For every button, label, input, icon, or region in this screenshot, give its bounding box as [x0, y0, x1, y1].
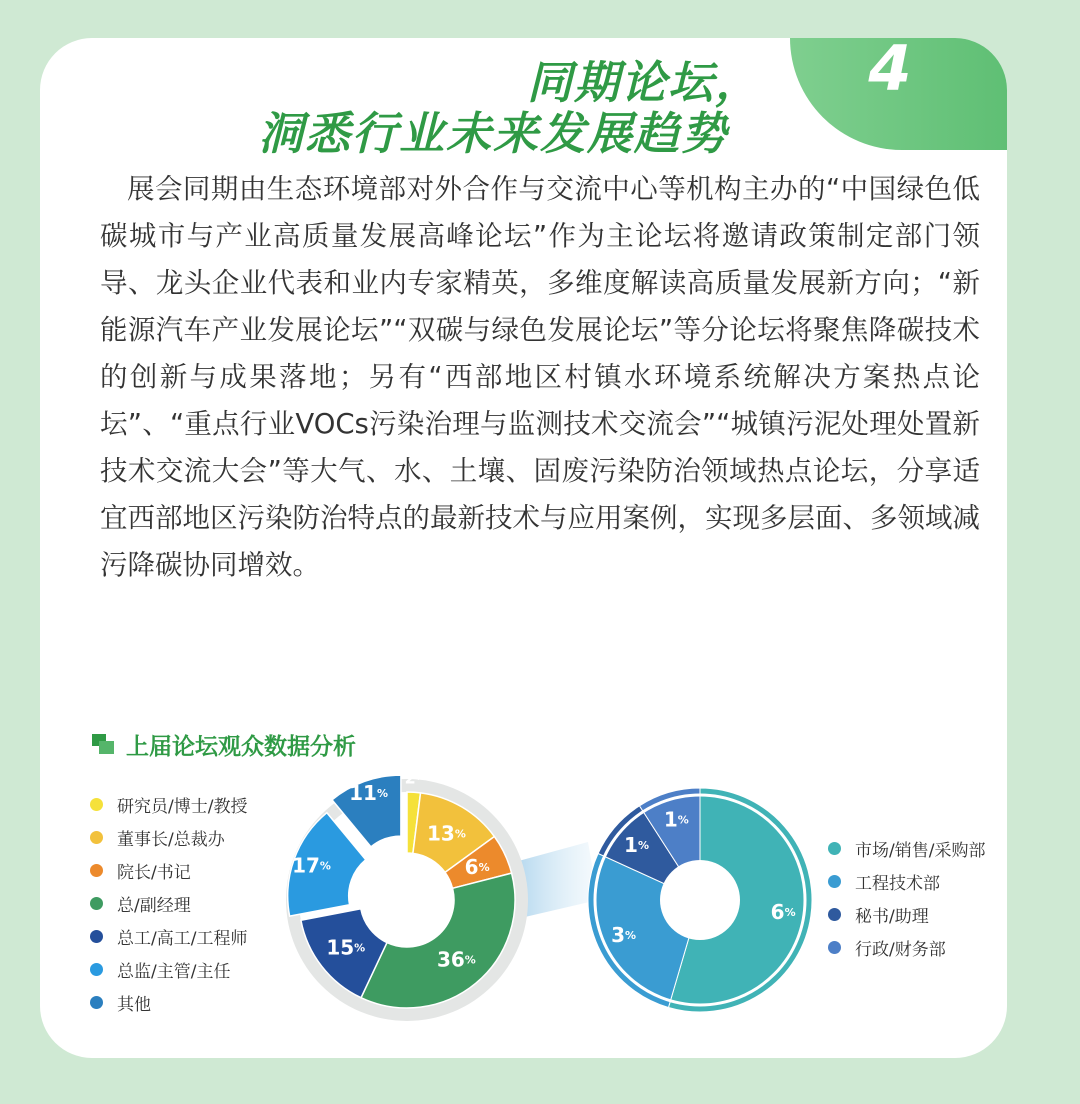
- other-breakdown-pie-chart: [588, 788, 812, 1012]
- body-paragraph: 展会同期由生态环境部对外合作与交流中心等机构主办的“中国绿色低碳城市与产业高质量发展高峰论坛”作为主论坛将邀请政策制定部门领导、龙头企业代表和业内专家精英，多维度解读高质量发展新方向；“新能源汽车产业发展论坛”“双碳与绿色发展论坛”等分论坛将聚焦降碳技术的创新与成果落地；另有“西部地区村镇水环境系统解决方案热点论坛”、“重点行业VOCs污染治理与监测技术交流会”“城镇污泥处理处置新技术交流大会”等大气、水、土壤、固废污染防治领域热点论坛，分享适宜西部地区污染防治特点的最新技术与应用案例，实现多层面、多领域减污降碳协同增效。: [100, 173, 980, 581]
- donut-slice-label: 36%: [436, 947, 476, 972]
- donut-slice-label: 11%: [349, 781, 388, 806]
- pie-center-total: 11%: [678, 887, 722, 913]
- audience-legend-label: 总监/主管/主任: [117, 962, 231, 982]
- audience-legend-label: 董事长/总裁办: [117, 830, 225, 850]
- pie-slice-label: 3%: [611, 922, 637, 947]
- pie-slice-label: 1%: [663, 807, 689, 832]
- other-legend-label: 行政/财务部: [855, 940, 946, 960]
- donut-slice-label: 2%: [404, 768, 425, 788]
- headline-line-2: 洞悉行业未来发展趋势: [258, 107, 729, 160]
- other-legend-label: 秘书/助理: [855, 907, 929, 927]
- stats-heading: 上届论坛观众数据分析: [126, 734, 356, 760]
- audience-legend-label: 其他: [117, 995, 151, 1015]
- other-legend-label: 工程技术部: [855, 874, 940, 894]
- other-legend-label: 市场/销售/采购部: [855, 841, 986, 861]
- audience-legend-label: 总/副经理: [117, 896, 191, 916]
- audience-legend-label: 研究员/博士/教授: [117, 797, 248, 817]
- audience-donut-chart: [286, 769, 528, 1021]
- audience-legend-label: 院长/书记: [117, 863, 191, 883]
- donut-slice-label: 13%: [427, 821, 466, 846]
- donut-slice-label: 6%: [464, 855, 490, 880]
- donut-slice-label: 17%: [292, 853, 331, 878]
- pie-slice-label: 1%: [624, 832, 649, 857]
- donut-center-hole: [360, 853, 454, 947]
- pie-slice-label: 6%: [770, 899, 796, 924]
- headline-line-1: 同期论坛，: [526, 56, 762, 109]
- section-number: 4: [868, 32, 912, 105]
- donut-slice-label: 15%: [326, 935, 366, 960]
- audience-legend-label: 总工/高工/工程师: [117, 929, 248, 949]
